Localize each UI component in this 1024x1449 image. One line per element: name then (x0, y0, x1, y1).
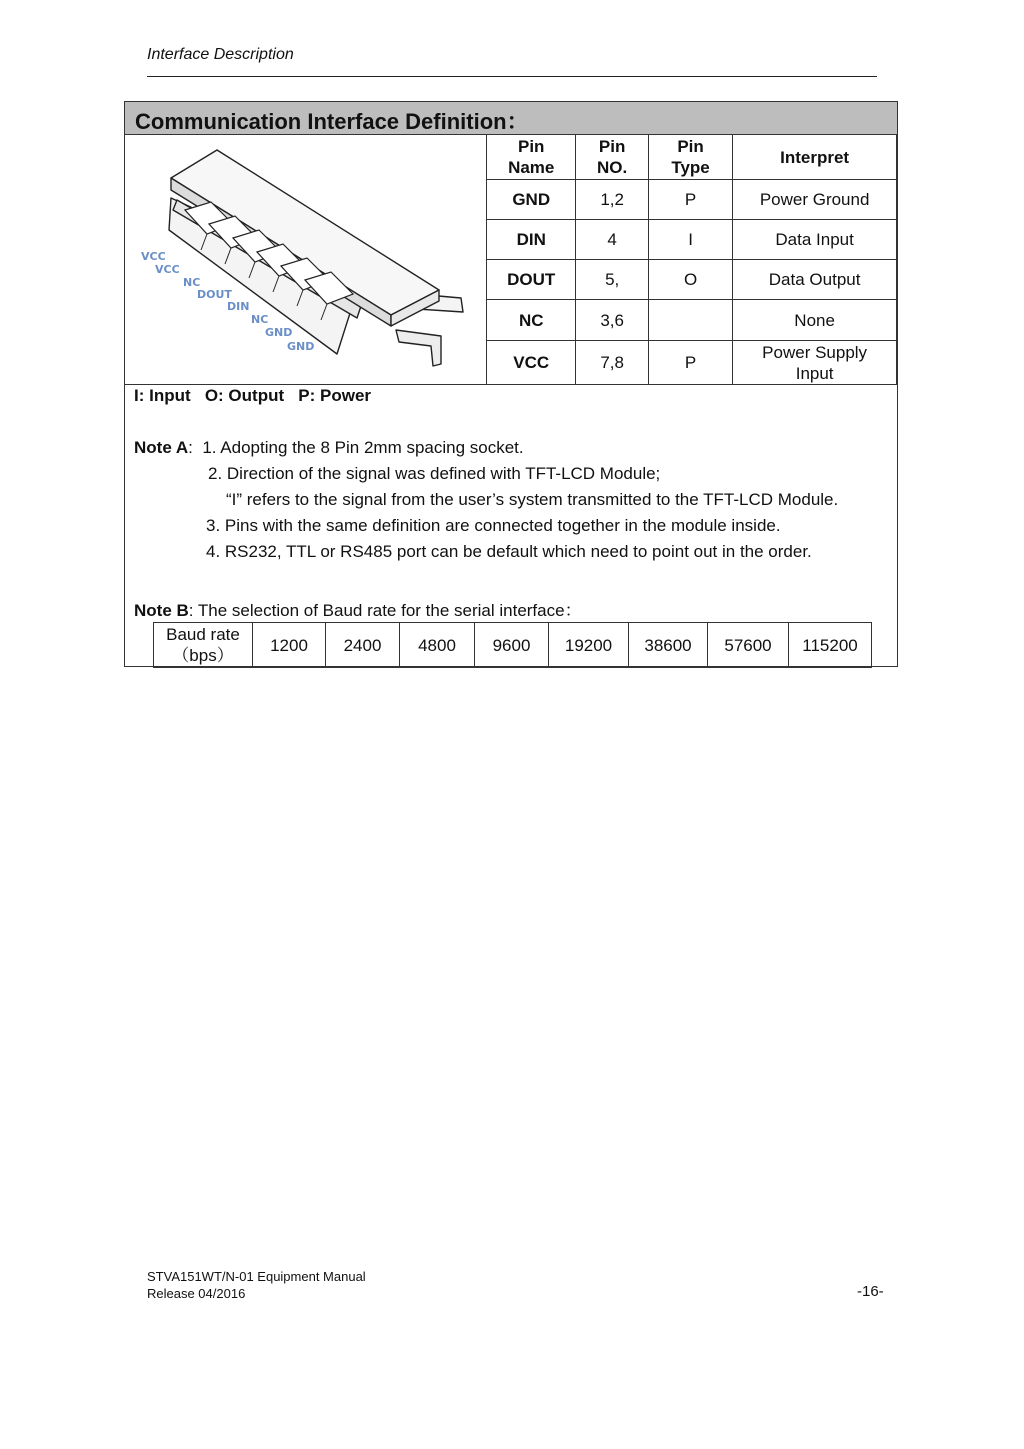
section-title-bar (125, 102, 897, 135)
pin-name: GND (487, 180, 576, 220)
pin-no: 4 (576, 220, 648, 260)
baud-value: 4800 (400, 623, 475, 668)
table-row (487, 341, 897, 385)
table-row (487, 260, 897, 300)
baud-value: 2400 (326, 623, 400, 668)
baud-value: 1200 (253, 623, 326, 668)
diagram-label-nc-2: NC (251, 313, 269, 326)
interface-definition-box (124, 101, 898, 667)
pin-type: P (648, 341, 732, 385)
pin-interpret: Power Supply Input (733, 341, 897, 385)
pin-name: DOUT (487, 260, 576, 300)
pin-type: I (648, 220, 732, 260)
header-pin-no: Pin NO. (576, 135, 648, 180)
pin-interpret: None (733, 300, 897, 341)
pin-interpret: Data Output (733, 260, 897, 300)
footer-manual: STVA151WT/N-01 Equipment Manual (147, 1269, 366, 1284)
footer-release: Release 04/2016 (147, 1286, 246, 1301)
header-rule (147, 76, 877, 77)
baud-value: 19200 (549, 623, 629, 668)
baud-rate-table (153, 622, 872, 668)
table-row (487, 220, 897, 260)
diagram-label-gnd-2: GND (287, 340, 315, 353)
pin-no: 5, (576, 260, 648, 300)
note-a-label: Note A (134, 438, 189, 457)
table-row (154, 623, 872, 668)
header-pin-type: Pin Type (648, 135, 732, 180)
note-a-line-1: Note A: 1. Adopting the 8 Pin 2mm spacing socket. (134, 438, 524, 457)
connector-diagram (141, 140, 481, 388)
note-b: Note B: The selection of Baud rate for the serial interface： (134, 601, 582, 620)
baud-value: 9600 (475, 623, 549, 668)
diagram-label-gnd-1: GND (265, 326, 293, 339)
note-a-line-2: 2. Direction of the signal was defined with TFT-LCD Module; (208, 464, 661, 483)
section-divider (125, 384, 897, 385)
pin-name: DIN (487, 220, 576, 260)
section-title: Communication Interface Definition： (135, 109, 529, 134)
pin-type: O (648, 260, 732, 300)
pin-name: NC (487, 300, 576, 341)
pin-definition-table (486, 134, 897, 385)
note-a-line-5: 4. RS232, TTL or RS485 port can be default which need to point out in the order. (206, 542, 812, 561)
table-row (487, 180, 897, 220)
baud-value: 115200 (789, 623, 872, 668)
pin-name: VCC (487, 341, 576, 385)
diagram-label-din: DIN (227, 300, 250, 313)
header-title: Interface Description (147, 46, 294, 63)
diagram-label-vcc-1: VCC (141, 250, 166, 263)
pin-interpret: Power Ground (733, 180, 897, 220)
header-interpret: Interpret (733, 135, 897, 180)
pin-no: 3,6 (576, 300, 648, 341)
table-row (487, 300, 897, 341)
baud-value: 57600 (708, 623, 789, 668)
diagram-label-nc-1: NC (183, 276, 201, 289)
pin-no: 7,8 (576, 341, 648, 385)
header-pin-name: Pin Name (487, 135, 576, 180)
pin-interpret: Data Input (733, 220, 897, 260)
note-a-line-4: 3. Pins with the same definition are connected together in the module inside. (206, 516, 781, 535)
diagram-label-dout: DOUT (197, 288, 232, 301)
baud-rate-label: Baud rate （bps） (154, 623, 253, 668)
note-b-label: Note B (134, 601, 189, 620)
pin-type (648, 300, 732, 341)
pin-no: 1,2 (576, 180, 648, 220)
pin-type-legend: I: Input O: Output P: Power (134, 386, 372, 405)
page-number: -16- (857, 1283, 884, 1300)
pin-type: P (648, 180, 732, 220)
pin-table-header-row (487, 135, 897, 180)
footer-manual-info (147, 1268, 366, 1302)
diagram-label-vcc-2: VCC (155, 263, 180, 276)
note-a-line-3: “I” refers to the signal from the user’s system transmitted to the TFT-LCD Module. (226, 490, 839, 509)
baud-value: 38600 (629, 623, 708, 668)
